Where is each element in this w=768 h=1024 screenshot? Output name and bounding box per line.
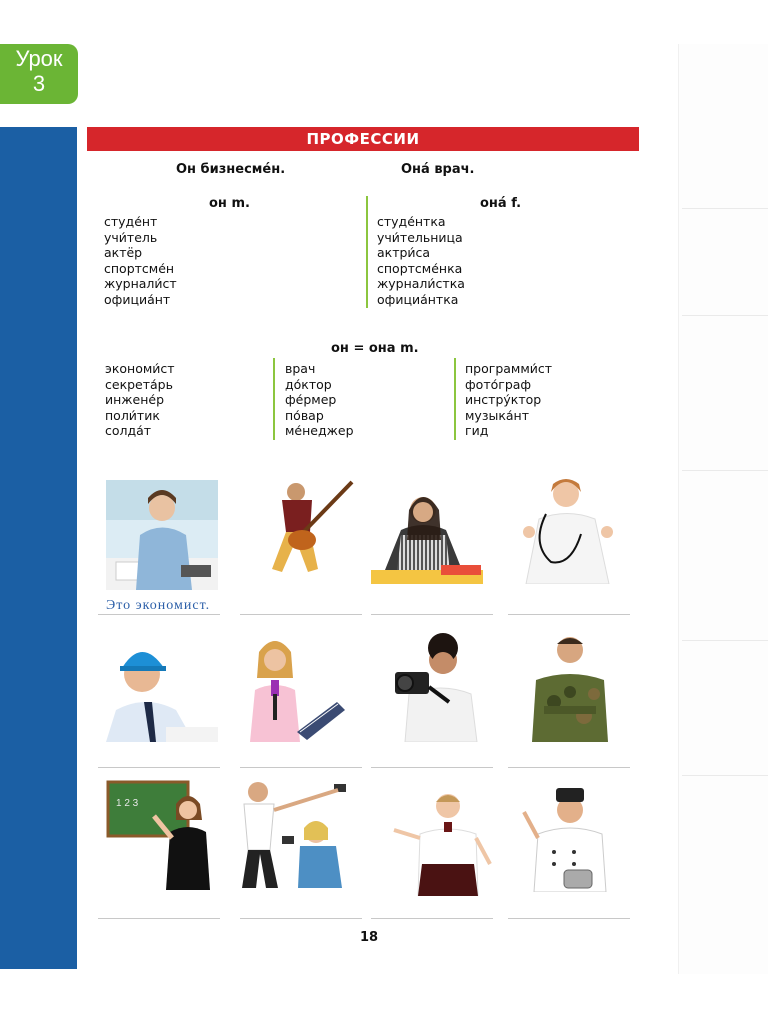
list-item: спортсме́нка	[377, 260, 463, 276]
list-item: по́вар	[285, 407, 324, 423]
doctor-photo	[511, 474, 623, 584]
lesson-number: 3	[32, 71, 46, 96]
list-item: актри́са	[377, 245, 431, 261]
column-divider	[273, 358, 275, 440]
list-item: секрета́рь	[105, 376, 173, 392]
engineer-photo	[106, 632, 218, 742]
list-item: солда́т	[105, 423, 152, 439]
list-item: учи́тельница	[377, 229, 463, 245]
answer-line[interactable]	[371, 918, 493, 919]
answer-line[interactable]	[371, 767, 493, 768]
answer-line[interactable]	[508, 918, 630, 919]
list-item: официа́нт	[104, 291, 171, 307]
example-feminine: Она́ врач.	[401, 162, 475, 177]
chef-photo	[514, 782, 626, 892]
soldier-photo	[514, 632, 626, 742]
facing-page-line	[682, 640, 768, 641]
list-item: актёр	[104, 245, 143, 261]
answer-line[interactable]	[240, 614, 362, 615]
section-title-banner: ПРОФЕССИИ	[87, 127, 639, 151]
column-divider	[366, 196, 368, 308]
facing-page-edge	[678, 44, 768, 974]
common-word-list-1	[105, 361, 175, 439]
answer-line[interactable]	[240, 767, 362, 768]
list-item: экономи́ст	[105, 361, 175, 376]
answer-line[interactable]	[371, 614, 493, 615]
facing-page-line	[682, 775, 768, 776]
list-item: ме́неджер	[285, 423, 354, 439]
answer-line[interactable]	[98, 767, 220, 768]
waitress-photo	[386, 786, 498, 896]
common-word-list-3	[465, 361, 552, 439]
column-divider	[454, 358, 456, 440]
student-photo	[371, 480, 483, 590]
list-item: спортсме́н	[104, 260, 175, 276]
feminine-word-list	[377, 214, 465, 308]
list-item: музыка́нт	[465, 407, 530, 423]
answer-line[interactable]	[508, 767, 630, 768]
list-item: журнали́ст	[104, 276, 177, 292]
list-item: поли́тик	[105, 407, 160, 423]
list-item: официа́нтка	[377, 291, 459, 307]
list-item: врач	[285, 361, 316, 376]
journalist-photo	[245, 632, 357, 742]
answer-example: Это экономист.	[106, 598, 211, 613]
lesson-label: Урок	[15, 46, 63, 71]
example-masculine: Он бизнесме́н.	[176, 162, 286, 177]
photographer-photo	[385, 632, 497, 742]
economist-photo	[106, 480, 218, 590]
facing-page-line	[682, 315, 768, 316]
list-item: инжене́р	[105, 392, 165, 408]
answer-line	[98, 614, 220, 615]
page-number: 18	[360, 930, 379, 945]
facing-page-line	[682, 470, 768, 471]
list-item: инстру́ктор	[465, 392, 542, 408]
list-item: гид	[465, 423, 489, 439]
answer-line[interactable]	[98, 918, 220, 919]
common-word-list-2	[285, 361, 354, 439]
list-item: учи́тель	[104, 229, 158, 245]
feminine-header: она́ f.	[480, 196, 522, 211]
list-item: программи́ст	[465, 361, 553, 376]
svg-text:1 2 3: 1 2 3	[116, 798, 139, 809]
teacher-photo	[106, 780, 218, 890]
lesson-tab	[0, 44, 78, 104]
musician-photo	[252, 474, 364, 584]
list-item: журнали́стка	[377, 276, 465, 292]
answer-line[interactable]	[240, 918, 362, 919]
list-item: фе́рмер	[285, 392, 337, 408]
answer-line[interactable]	[508, 614, 630, 615]
masculine-header: он m.	[209, 196, 250, 211]
side-color-bar	[0, 127, 77, 969]
list-item: студе́нт	[104, 214, 158, 229]
list-item: студе́нтка	[377, 214, 446, 229]
list-item: фото́граф	[465, 376, 532, 392]
common-gender-header: он = она m.	[331, 341, 419, 356]
instructor-photo	[238, 780, 350, 890]
facing-page-line	[682, 208, 768, 209]
masculine-word-list	[104, 214, 177, 308]
list-item: до́ктор	[285, 376, 332, 392]
